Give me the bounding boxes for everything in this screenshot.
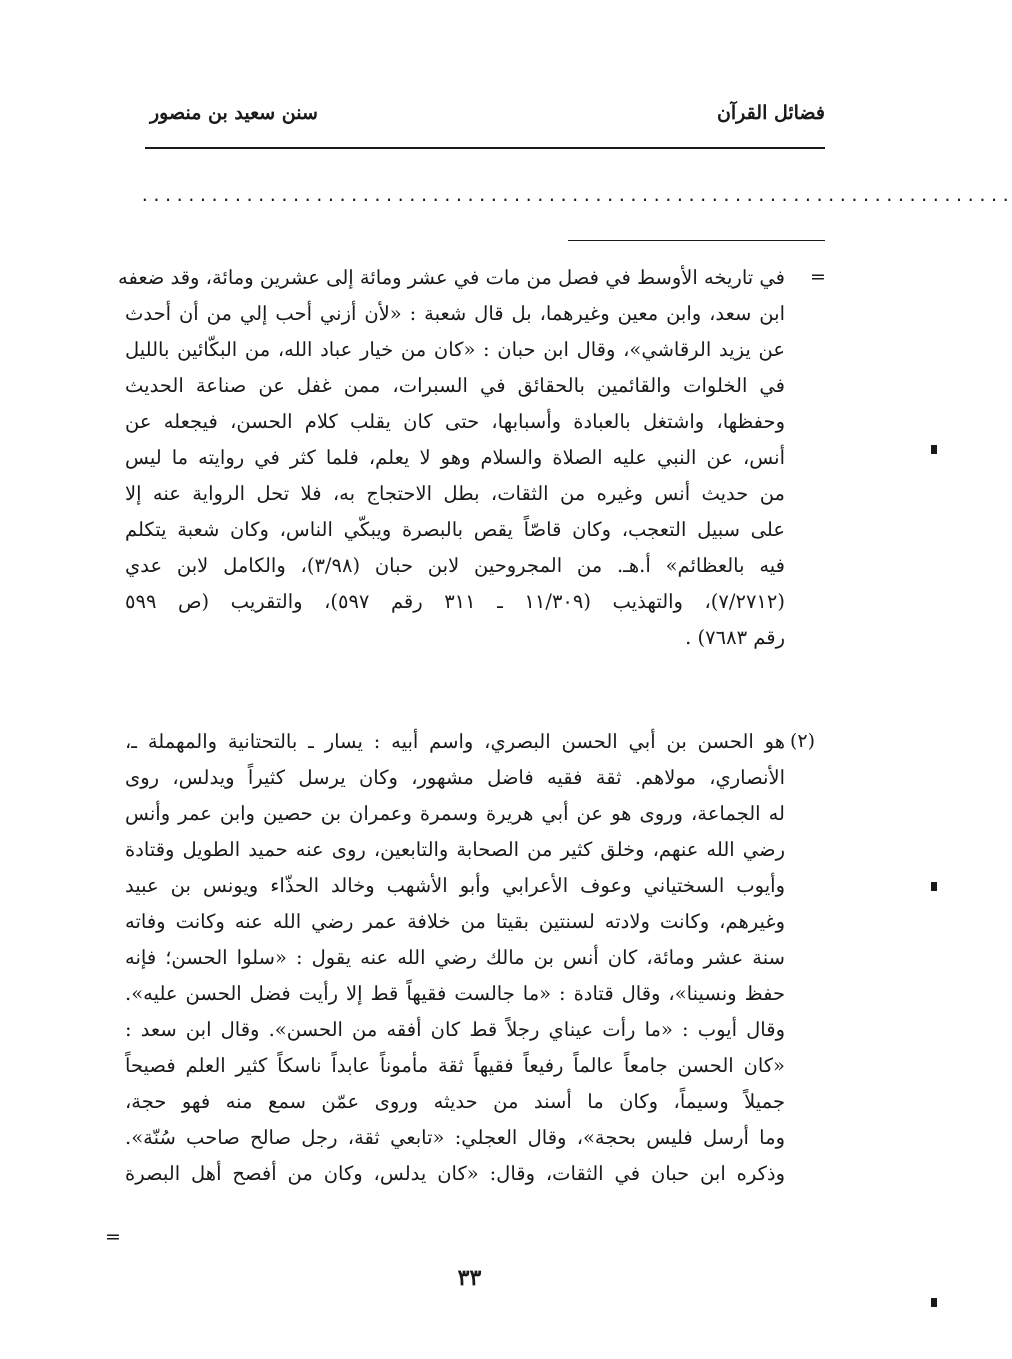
footnote-line: في الخلوات والقائمين بالحقائق في السبرات، ممن غفل عن صناعة الحديث	[125, 374, 785, 397]
dotted-separator: ...........................................................................	[140, 186, 1012, 205]
scan-speck	[931, 445, 937, 454]
footnote-2-number: (٢)	[790, 730, 816, 752]
footnote-line: وما أرسل فليس بحجة»، وقال العجلي: «تابعي ثقة، رجل صالح صاحب سُنّة».	[125, 1126, 785, 1149]
footnote-line: في تاريخه الأوسط في فصل من مات في عشر ومائة إلى عشرين ومائة، وقد ضعفه	[118, 266, 785, 289]
footnote-line: ابن سعد، وابن معين وغيرهما، بل قال شعبة : «لأن أزني أحب إلي من أن أحدث	[125, 302, 785, 325]
footnote-line: رقم ٧٦٨٣) .	[685, 626, 785, 649]
footnote-line: فيه بالعظائم» أ.هـ. من المجروحين لابن حبان (٣/٩٨)، والكامل لابن عدي	[125, 554, 785, 577]
running-header	[140, 96, 825, 136]
footnote-line: رضي الله عنهم، وخلق كثير من الصحابة والتابعين، روى عنه حميد الطويل وقتادة	[125, 838, 785, 861]
footnote-line: عن يزيد الرقاشي»، وقال ابن حبان : «كان من خيار عباد الله، من البكّائين بالليل	[125, 338, 785, 361]
page-number: ٣٣	[457, 1265, 482, 1291]
footnote-line: «كان الحسن جامعاً عالماً رفيعاً فقيهاً ثقة مأموناً عابداً ناسكاً كثير العلم فصيحاً	[125, 1054, 785, 1077]
footnote-line: من حديث أنس وغيره من الثقات، بطل الاحتجاج به، فلا تحل الرواية عنه إلا	[125, 482, 785, 505]
footnote-line: وقال أيوب : «ما رأت عيناي رجلاً قط كان أفقه من الحسن». وقال ابن سعد :	[125, 1018, 785, 1041]
footnote-1	[118, 260, 785, 656]
footnote-2-continuation-marker: =	[105, 1226, 121, 1248]
footnote-2	[125, 724, 785, 1192]
book-title: فضائل القرآن	[716, 102, 825, 124]
footnote-line: هو الحسن بن أبي الحسن البصري، واسم أبيه : يسار ـ بالتحتانية والمهملة ـ،	[125, 730, 785, 753]
header-rule	[145, 147, 825, 149]
footnote-1-continuation-marker: =	[810, 266, 826, 288]
footnote-line: الأنصاري، مولاهم. ثقة فقيه فاضل مشهور، وكان يرسل كثيراً ويدلس، روى	[125, 766, 785, 789]
footnote-line: سنة عشر ومائة، كان أنس بن مالك رضي الله عنه يقول : «سلوا الحسن؛ فإنه	[125, 946, 785, 969]
footnote-line: (٧/٢٧١٢)، والتهذيب (١١/٣٠٩ ـ ٣١١ رقم ٥٩٧)، والتقريب (ص ٥٩٩	[125, 590, 785, 613]
footnote-line: وغيرهم، وكانت ولادته لسنتين بقيتا من خلافة عمر رضي الله عنه وكانت وفاته	[125, 910, 785, 933]
collection-title: سنن سعيد بن منصور	[150, 102, 318, 124]
footnote-line: أنس، عن النبي عليه الصلاة والسلام وهو لا يعلم، فلما كثر في روايته ما ليس	[125, 446, 785, 469]
footnote-line: جميلاً وسيماً، وكان ما أسند من حديثه وروى عمّن سمع منه فهو حجة،	[125, 1090, 785, 1113]
scan-speck	[931, 1298, 937, 1307]
footnote-line: حفظ ونسينا»، وقال قتادة : «ما جالست فقيهاً قط إلا رأيت فضل الحسن عليه».	[125, 982, 785, 1005]
footnote-line: له الجماعة، وروى هو عن أبي هريرة وسمرة وعمران بن حصين وابن عمر وأنس	[125, 802, 785, 825]
footnote-separator-rule	[568, 240, 825, 241]
footnote-line: وذكره ابن حبان في الثقات، وقال: «كان يدلس، وكان من أفصح أهل البصرة	[125, 1162, 785, 1185]
footnote-line: وأيوب السختياني وعوف الأعرابي وأبو الأشهب وخالد الحذّاء ويونس بن عبيد	[125, 874, 785, 897]
scan-speck	[931, 882, 937, 891]
footnote-line: وحفظها، واشتغل بالعبادة وأسبابها، حتى كان يقلب كلام الحسن، فيجعله عن	[125, 410, 785, 433]
footnote-line: على سبيل التعجب، وكان قاصّاً يقص بالبصرة ويبكّي الناس، وكان شعبة يتكلم	[125, 518, 785, 541]
